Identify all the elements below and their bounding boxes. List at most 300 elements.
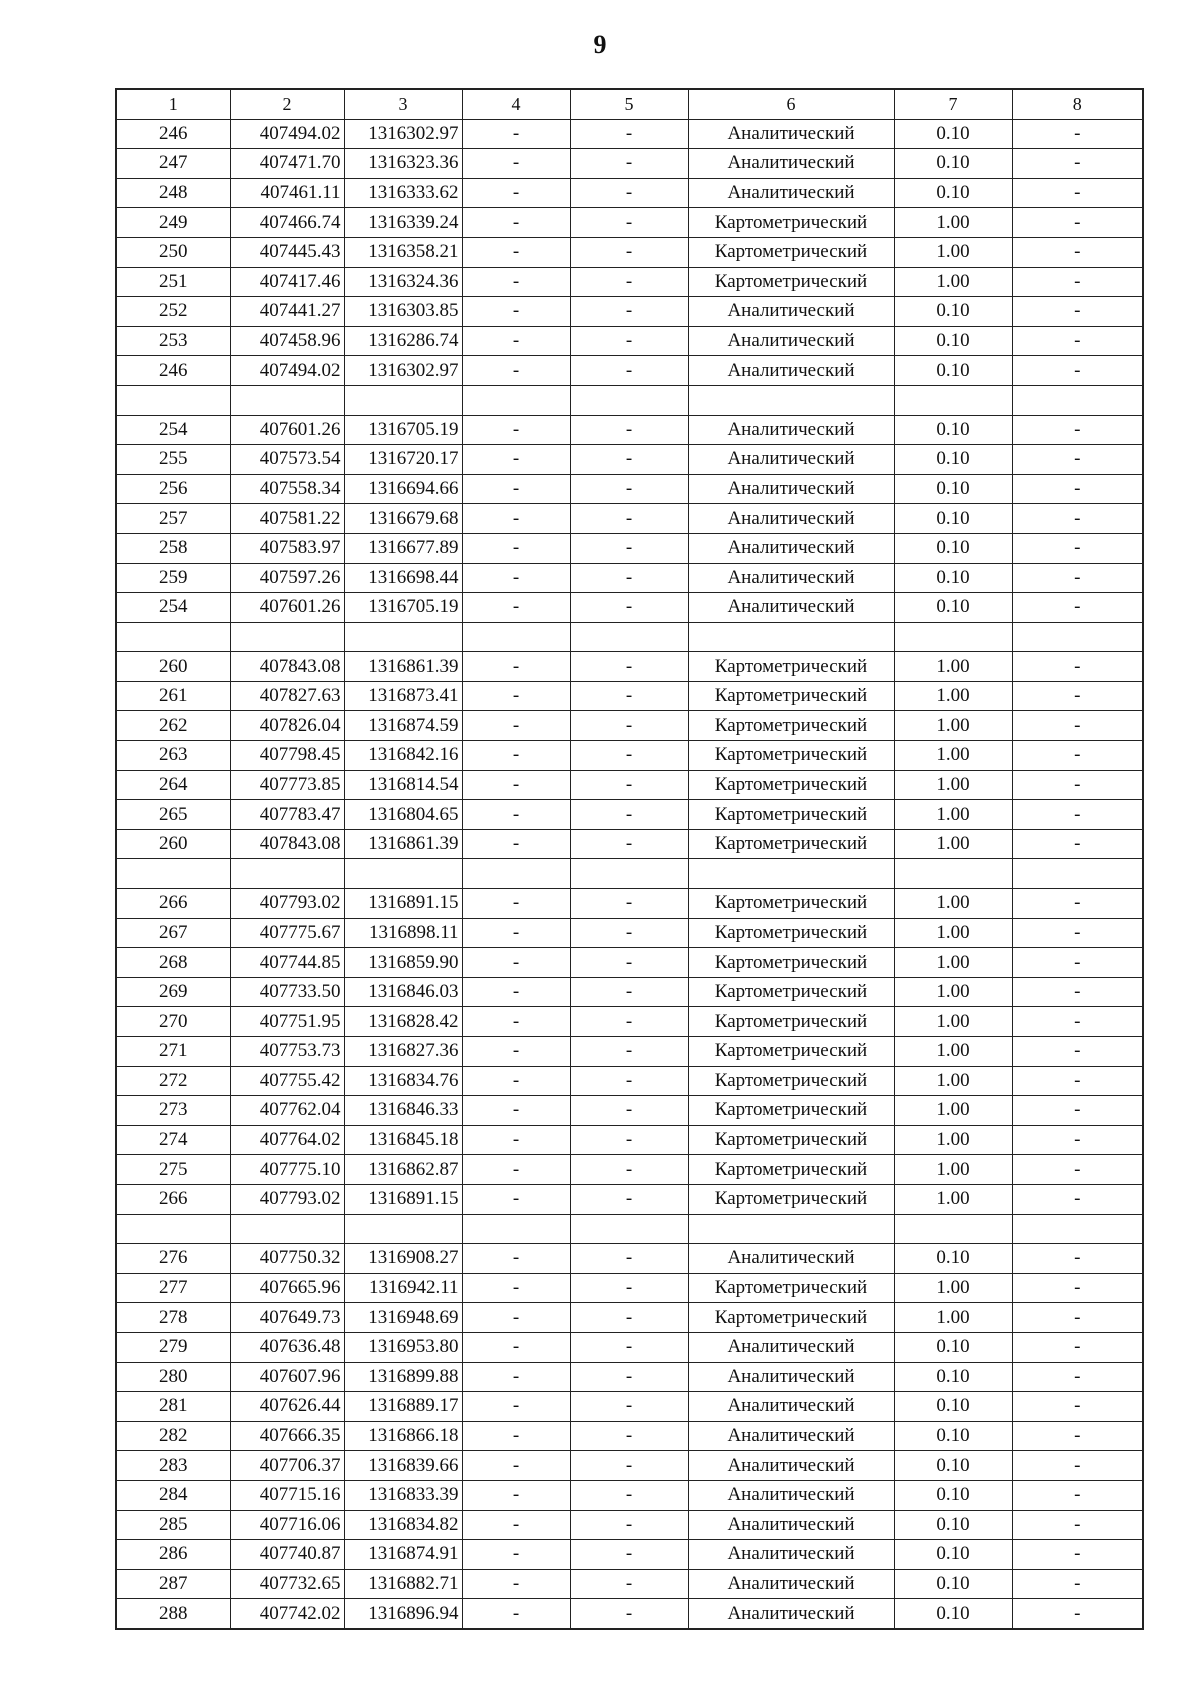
column-8-cell bbox=[1012, 859, 1143, 889]
column-5-cell: - bbox=[570, 1569, 688, 1599]
table-row bbox=[116, 829, 1143, 859]
table-row bbox=[116, 237, 1143, 267]
accuracy-cell: 0.10 bbox=[894, 1244, 1012, 1274]
table-row bbox=[116, 859, 1143, 889]
table-row bbox=[116, 711, 1143, 741]
x-coordinate-cell: 407665.96 bbox=[230, 1273, 344, 1303]
table-row bbox=[116, 1303, 1143, 1333]
column-5-cell: - bbox=[570, 652, 688, 682]
column-8-cell: - bbox=[1012, 563, 1143, 593]
x-coordinate-cell: 407764.02 bbox=[230, 1125, 344, 1155]
x-coordinate-cell: 407826.04 bbox=[230, 711, 344, 741]
x-coordinate-cell: 407597.26 bbox=[230, 563, 344, 593]
table-row bbox=[116, 474, 1143, 504]
point-number-cell: 269 bbox=[116, 977, 230, 1007]
accuracy-cell: 1.00 bbox=[894, 1184, 1012, 1214]
table-row bbox=[116, 1332, 1143, 1362]
table-row bbox=[116, 770, 1143, 800]
column-8-cell: - bbox=[1012, 918, 1143, 948]
column-4-cell: - bbox=[462, 533, 570, 563]
accuracy-cell bbox=[894, 385, 1012, 415]
column-5-cell: - bbox=[570, 445, 688, 475]
accuracy-cell: 0.10 bbox=[894, 1540, 1012, 1570]
point-number-cell: 284 bbox=[116, 1480, 230, 1510]
column-4-cell: - bbox=[462, 474, 570, 504]
column-4-cell: - bbox=[462, 1007, 570, 1037]
column-4-cell: - bbox=[462, 1569, 570, 1599]
x-coordinate-cell: 407843.08 bbox=[230, 652, 344, 682]
column-4-cell: - bbox=[462, 1332, 570, 1362]
coordinates-table bbox=[115, 88, 1144, 1630]
accuracy-cell: 1.00 bbox=[894, 800, 1012, 830]
column-8-cell: - bbox=[1012, 1599, 1143, 1629]
column-4-cell: - bbox=[462, 415, 570, 445]
y-coordinate-cell: 1316845.18 bbox=[344, 1125, 462, 1155]
method-cell: Аналитический bbox=[688, 178, 894, 208]
accuracy-cell: 0.10 bbox=[894, 474, 1012, 504]
method-cell: Картометрический bbox=[688, 1125, 894, 1155]
column-5-cell: - bbox=[570, 178, 688, 208]
y-coordinate-cell bbox=[344, 859, 462, 889]
column-5-cell: - bbox=[570, 800, 688, 830]
column-8-cell: - bbox=[1012, 474, 1143, 504]
table-row bbox=[116, 533, 1143, 563]
column-5-cell: - bbox=[570, 1510, 688, 1540]
y-coordinate-cell: 1316859.90 bbox=[344, 948, 462, 978]
x-coordinate-cell: 407715.16 bbox=[230, 1480, 344, 1510]
table-row bbox=[116, 326, 1143, 356]
accuracy-cell: 1.00 bbox=[894, 208, 1012, 238]
accuracy-cell: 1.00 bbox=[894, 948, 1012, 978]
table-row bbox=[116, 1125, 1143, 1155]
column-8-cell: - bbox=[1012, 1332, 1143, 1362]
table-row bbox=[116, 415, 1143, 445]
column-4-cell: - bbox=[462, 1599, 570, 1629]
method-cell: Аналитический bbox=[688, 1392, 894, 1422]
point-number-cell: 250 bbox=[116, 237, 230, 267]
column-4-cell: - bbox=[462, 445, 570, 475]
column-8-cell: - bbox=[1012, 1540, 1143, 1570]
accuracy-cell: 0.10 bbox=[894, 297, 1012, 327]
x-coordinate-cell: 407773.85 bbox=[230, 770, 344, 800]
x-coordinate-cell: 407601.26 bbox=[230, 593, 344, 623]
x-coordinate-cell bbox=[230, 385, 344, 415]
point-number-cell: 248 bbox=[116, 178, 230, 208]
table-row bbox=[116, 1510, 1143, 1540]
method-cell: Аналитический bbox=[688, 593, 894, 623]
method-cell: Картометрический bbox=[688, 652, 894, 682]
method-cell: Аналитический bbox=[688, 119, 894, 149]
x-coordinate-cell: 407843.08 bbox=[230, 829, 344, 859]
table-row bbox=[116, 1569, 1143, 1599]
x-coordinate-cell: 407458.96 bbox=[230, 326, 344, 356]
column-8-cell bbox=[1012, 622, 1143, 652]
y-coordinate-cell: 1316286.74 bbox=[344, 326, 462, 356]
method-cell: Картометрический bbox=[688, 948, 894, 978]
x-coordinate-cell: 407581.22 bbox=[230, 504, 344, 534]
column-8-cell: - bbox=[1012, 326, 1143, 356]
column-8-cell: - bbox=[1012, 829, 1143, 859]
column-5-cell: - bbox=[570, 1125, 688, 1155]
point-number-cell: 272 bbox=[116, 1066, 230, 1096]
method-cell: Картометрический bbox=[688, 1184, 894, 1214]
x-coordinate-cell: 407461.11 bbox=[230, 178, 344, 208]
y-coordinate-cell: 1316861.39 bbox=[344, 829, 462, 859]
method-cell: Аналитический bbox=[688, 563, 894, 593]
method-cell: Картометрический bbox=[688, 681, 894, 711]
accuracy-cell: 0.10 bbox=[894, 593, 1012, 623]
column-4-cell: - bbox=[462, 800, 570, 830]
header-cell: 6 bbox=[688, 89, 894, 119]
point-number-cell: 273 bbox=[116, 1096, 230, 1126]
method-cell: Аналитический bbox=[688, 1421, 894, 1451]
point-number-cell: 266 bbox=[116, 889, 230, 919]
column-8-cell: - bbox=[1012, 652, 1143, 682]
column-8-cell bbox=[1012, 385, 1143, 415]
column-5-cell: - bbox=[570, 977, 688, 1007]
column-5-cell: - bbox=[570, 829, 688, 859]
column-4-cell: - bbox=[462, 1421, 570, 1451]
accuracy-cell: 0.10 bbox=[894, 1569, 1012, 1599]
column-4-cell: - bbox=[462, 208, 570, 238]
x-coordinate-cell: 407558.34 bbox=[230, 474, 344, 504]
y-coordinate-cell: 1316834.82 bbox=[344, 1510, 462, 1540]
x-coordinate-cell: 407441.27 bbox=[230, 297, 344, 327]
method-cell bbox=[688, 1214, 894, 1244]
point-number-cell bbox=[116, 622, 230, 652]
point-number-cell: 254 bbox=[116, 415, 230, 445]
column-8-cell: - bbox=[1012, 267, 1143, 297]
point-number-cell: 261 bbox=[116, 681, 230, 711]
column-4-cell: - bbox=[462, 1510, 570, 1540]
accuracy-cell: 1.00 bbox=[894, 652, 1012, 682]
accuracy-cell: 1.00 bbox=[894, 1037, 1012, 1067]
table-row bbox=[116, 119, 1143, 149]
column-5-cell: - bbox=[570, 1421, 688, 1451]
column-8-cell: - bbox=[1012, 681, 1143, 711]
y-coordinate-cell: 1316827.36 bbox=[344, 1037, 462, 1067]
column-8-cell: - bbox=[1012, 593, 1143, 623]
y-coordinate-cell: 1316896.94 bbox=[344, 1599, 462, 1629]
point-number-cell: 247 bbox=[116, 149, 230, 179]
point-number-cell: 262 bbox=[116, 711, 230, 741]
table-row bbox=[116, 1421, 1143, 1451]
table-body bbox=[116, 89, 1143, 1629]
column-4-cell: - bbox=[462, 1362, 570, 1392]
accuracy-cell: 0.10 bbox=[894, 1480, 1012, 1510]
point-number-cell: 277 bbox=[116, 1273, 230, 1303]
accuracy-cell: 1.00 bbox=[894, 267, 1012, 297]
column-8-cell: - bbox=[1012, 800, 1143, 830]
accuracy-cell: 1.00 bbox=[894, 1096, 1012, 1126]
column-8-cell: - bbox=[1012, 1244, 1143, 1274]
y-coordinate-cell: 1316302.97 bbox=[344, 356, 462, 386]
method-cell: Картометрический bbox=[688, 1066, 894, 1096]
table-row bbox=[116, 918, 1143, 948]
table-row bbox=[116, 622, 1143, 652]
column-4-cell: - bbox=[462, 326, 570, 356]
method-cell: Аналитический bbox=[688, 504, 894, 534]
x-coordinate-cell: 407762.04 bbox=[230, 1096, 344, 1126]
x-coordinate-cell: 407775.67 bbox=[230, 918, 344, 948]
table-row bbox=[116, 741, 1143, 771]
point-number-cell: 260 bbox=[116, 829, 230, 859]
point-number-cell: 280 bbox=[116, 1362, 230, 1392]
column-4-cell: - bbox=[462, 711, 570, 741]
column-5-cell: - bbox=[570, 1362, 688, 1392]
column-4-cell bbox=[462, 385, 570, 415]
x-coordinate-cell: 407827.63 bbox=[230, 681, 344, 711]
y-coordinate-cell: 1316846.33 bbox=[344, 1096, 462, 1126]
column-4-cell: - bbox=[462, 652, 570, 682]
column-8-cell: - bbox=[1012, 533, 1143, 563]
accuracy-cell bbox=[894, 1214, 1012, 1244]
column-5-cell: - bbox=[570, 267, 688, 297]
column-8-cell: - bbox=[1012, 119, 1143, 149]
accuracy-cell: 0.10 bbox=[894, 1332, 1012, 1362]
x-coordinate-cell: 407716.06 bbox=[230, 1510, 344, 1540]
header-cell: 7 bbox=[894, 89, 1012, 119]
method-cell: Картометрический bbox=[688, 829, 894, 859]
y-coordinate-cell bbox=[344, 1214, 462, 1244]
column-5-cell: - bbox=[570, 1037, 688, 1067]
method-cell: Картометрический bbox=[688, 918, 894, 948]
column-5-cell: - bbox=[570, 1155, 688, 1185]
y-coordinate-cell: 1316358.21 bbox=[344, 237, 462, 267]
column-5-cell: - bbox=[570, 711, 688, 741]
column-4-cell: - bbox=[462, 1480, 570, 1510]
column-8-cell: - bbox=[1012, 1362, 1143, 1392]
column-5-cell: - bbox=[570, 1540, 688, 1570]
column-4-cell: - bbox=[462, 889, 570, 919]
accuracy-cell: 0.10 bbox=[894, 178, 1012, 208]
column-4-cell bbox=[462, 859, 570, 889]
y-coordinate-cell: 1316889.17 bbox=[344, 1392, 462, 1422]
x-coordinate-cell: 407417.46 bbox=[230, 267, 344, 297]
column-4-cell: - bbox=[462, 1066, 570, 1096]
table-row bbox=[116, 1214, 1143, 1244]
column-4-cell: - bbox=[462, 1125, 570, 1155]
column-5-cell: - bbox=[570, 889, 688, 919]
column-5-cell: - bbox=[570, 1184, 688, 1214]
table-row bbox=[116, 504, 1143, 534]
point-number-cell: 267 bbox=[116, 918, 230, 948]
header-cell: 8 bbox=[1012, 89, 1143, 119]
y-coordinate-cell: 1316882.71 bbox=[344, 1569, 462, 1599]
y-coordinate-cell: 1316804.65 bbox=[344, 800, 462, 830]
column-5-cell: - bbox=[570, 1451, 688, 1481]
point-number-cell: 251 bbox=[116, 267, 230, 297]
point-number-cell: 271 bbox=[116, 1037, 230, 1067]
y-coordinate-cell: 1316339.24 bbox=[344, 208, 462, 238]
column-4-cell: - bbox=[462, 741, 570, 771]
column-5-cell: - bbox=[570, 1599, 688, 1629]
method-cell: Аналитический bbox=[688, 356, 894, 386]
column-4-cell: - bbox=[462, 593, 570, 623]
header-cell: 4 bbox=[462, 89, 570, 119]
method-cell: Аналитический bbox=[688, 1540, 894, 1570]
column-5-cell: - bbox=[570, 1480, 688, 1510]
point-number-cell: 283 bbox=[116, 1451, 230, 1481]
table-row bbox=[116, 1392, 1143, 1422]
table-row bbox=[116, 800, 1143, 830]
column-4-cell: - bbox=[462, 1096, 570, 1126]
table-row bbox=[116, 563, 1143, 593]
x-coordinate-cell: 407601.26 bbox=[230, 415, 344, 445]
method-cell: Картометрический bbox=[688, 770, 894, 800]
y-coordinate-cell: 1316874.91 bbox=[344, 1540, 462, 1570]
table-row bbox=[116, 948, 1143, 978]
accuracy-cell: 0.10 bbox=[894, 504, 1012, 534]
method-cell: Аналитический bbox=[688, 1451, 894, 1481]
page-number: 9 bbox=[593, 30, 607, 59]
accuracy-cell: 0.10 bbox=[894, 1599, 1012, 1629]
y-coordinate-cell: 1316833.39 bbox=[344, 1480, 462, 1510]
point-number-cell: 246 bbox=[116, 119, 230, 149]
point-number-cell: 279 bbox=[116, 1332, 230, 1362]
column-8-cell: - bbox=[1012, 445, 1143, 475]
column-5-cell: - bbox=[570, 326, 688, 356]
table-row bbox=[116, 385, 1143, 415]
method-cell: Аналитический bbox=[688, 1569, 894, 1599]
method-cell: Картометрический bbox=[688, 977, 894, 1007]
column-8-cell bbox=[1012, 1214, 1143, 1244]
point-number-cell: 246 bbox=[116, 356, 230, 386]
x-coordinate-cell: 407793.02 bbox=[230, 1184, 344, 1214]
column-8-cell: - bbox=[1012, 149, 1143, 179]
y-coordinate-cell: 1316953.80 bbox=[344, 1332, 462, 1362]
accuracy-cell: 1.00 bbox=[894, 1066, 1012, 1096]
y-coordinate-cell: 1316842.16 bbox=[344, 741, 462, 771]
y-coordinate-cell: 1316834.76 bbox=[344, 1066, 462, 1096]
column-5-cell: - bbox=[570, 1303, 688, 1333]
column-5-cell: - bbox=[570, 1066, 688, 1096]
accuracy-cell: 1.00 bbox=[894, 237, 1012, 267]
column-4-cell: - bbox=[462, 297, 570, 327]
method-cell: Аналитический bbox=[688, 1599, 894, 1629]
x-coordinate-cell: 407742.02 bbox=[230, 1599, 344, 1629]
table-row bbox=[116, 593, 1143, 623]
accuracy-cell: 1.00 bbox=[894, 977, 1012, 1007]
accuracy-cell: 1.00 bbox=[894, 770, 1012, 800]
y-coordinate-cell: 1316814.54 bbox=[344, 770, 462, 800]
column-8-cell: - bbox=[1012, 1037, 1143, 1067]
column-8-cell: - bbox=[1012, 1007, 1143, 1037]
method-cell: Аналитический bbox=[688, 1510, 894, 1540]
column-4-cell: - bbox=[462, 681, 570, 711]
x-coordinate-cell: 407732.65 bbox=[230, 1569, 344, 1599]
column-5-cell: - bbox=[570, 593, 688, 623]
column-4-cell bbox=[462, 1214, 570, 1244]
point-number-cell: 264 bbox=[116, 770, 230, 800]
column-8-cell: - bbox=[1012, 1451, 1143, 1481]
method-cell: Картометрический bbox=[688, 741, 894, 771]
column-8-cell: - bbox=[1012, 1303, 1143, 1333]
table-row bbox=[116, 1007, 1143, 1037]
table-row bbox=[116, 1362, 1143, 1392]
method-cell: Картометрический bbox=[688, 889, 894, 919]
x-coordinate-cell: 407607.96 bbox=[230, 1362, 344, 1392]
y-coordinate-cell: 1316873.41 bbox=[344, 681, 462, 711]
table-row bbox=[116, 1451, 1143, 1481]
column-5-cell: - bbox=[570, 948, 688, 978]
x-coordinate-cell: 407706.37 bbox=[230, 1451, 344, 1481]
column-8-cell: - bbox=[1012, 889, 1143, 919]
method-cell: Картометрический bbox=[688, 237, 894, 267]
point-number-cell: 255 bbox=[116, 445, 230, 475]
column-5-cell: - bbox=[570, 208, 688, 238]
accuracy-cell: 1.00 bbox=[894, 829, 1012, 859]
column-5-cell: - bbox=[570, 297, 688, 327]
y-coordinate-cell bbox=[344, 385, 462, 415]
y-coordinate-cell: 1316828.42 bbox=[344, 1007, 462, 1037]
column-4-cell bbox=[462, 622, 570, 652]
method-cell: Аналитический bbox=[688, 1480, 894, 1510]
point-number-cell: 274 bbox=[116, 1125, 230, 1155]
header-cell: 3 bbox=[344, 89, 462, 119]
y-coordinate-cell: 1316862.87 bbox=[344, 1155, 462, 1185]
x-coordinate-cell: 407494.02 bbox=[230, 119, 344, 149]
y-coordinate-cell bbox=[344, 622, 462, 652]
method-cell: Аналитический bbox=[688, 149, 894, 179]
x-coordinate-cell bbox=[230, 1214, 344, 1244]
point-number-cell: 275 bbox=[116, 1155, 230, 1185]
method-cell: Картометрический bbox=[688, 1096, 894, 1126]
point-number-cell: 270 bbox=[116, 1007, 230, 1037]
table-row bbox=[116, 297, 1143, 327]
column-8-cell: - bbox=[1012, 415, 1143, 445]
table-row bbox=[116, 1480, 1143, 1510]
point-number-cell: 265 bbox=[116, 800, 230, 830]
x-coordinate-cell: 407666.35 bbox=[230, 1421, 344, 1451]
point-number-cell: 285 bbox=[116, 1510, 230, 1540]
accuracy-cell: 1.00 bbox=[894, 1273, 1012, 1303]
column-8-cell: - bbox=[1012, 1273, 1143, 1303]
column-4-cell: - bbox=[462, 1303, 570, 1333]
column-4-cell: - bbox=[462, 918, 570, 948]
column-5-cell: - bbox=[570, 1096, 688, 1126]
column-8-cell: - bbox=[1012, 977, 1143, 1007]
accuracy-cell: 0.10 bbox=[894, 563, 1012, 593]
column-4-cell: - bbox=[462, 356, 570, 386]
column-5-cell bbox=[570, 859, 688, 889]
table-row bbox=[116, 356, 1143, 386]
accuracy-cell: 1.00 bbox=[894, 918, 1012, 948]
y-coordinate-cell: 1316302.97 bbox=[344, 119, 462, 149]
table-row bbox=[116, 1540, 1143, 1570]
y-coordinate-cell: 1316694.66 bbox=[344, 474, 462, 504]
point-number-cell bbox=[116, 1214, 230, 1244]
accuracy-cell: 1.00 bbox=[894, 681, 1012, 711]
header-cell: 1 bbox=[116, 89, 230, 119]
point-number-cell: 258 bbox=[116, 533, 230, 563]
accuracy-cell: 0.10 bbox=[894, 119, 1012, 149]
point-number-cell: 266 bbox=[116, 1184, 230, 1214]
column-5-cell bbox=[570, 1214, 688, 1244]
method-cell: Аналитический bbox=[688, 474, 894, 504]
point-number-cell: 257 bbox=[116, 504, 230, 534]
method-cell bbox=[688, 622, 894, 652]
accuracy-cell: 0.10 bbox=[894, 533, 1012, 563]
method-cell bbox=[688, 385, 894, 415]
column-4-cell: - bbox=[462, 1273, 570, 1303]
column-4-cell: - bbox=[462, 1155, 570, 1185]
point-number-cell: 281 bbox=[116, 1392, 230, 1422]
accuracy-cell: 1.00 bbox=[894, 1007, 1012, 1037]
method-cell: Аналитический bbox=[688, 297, 894, 327]
accuracy-cell: 0.10 bbox=[894, 356, 1012, 386]
y-coordinate-cell: 1316874.59 bbox=[344, 711, 462, 741]
